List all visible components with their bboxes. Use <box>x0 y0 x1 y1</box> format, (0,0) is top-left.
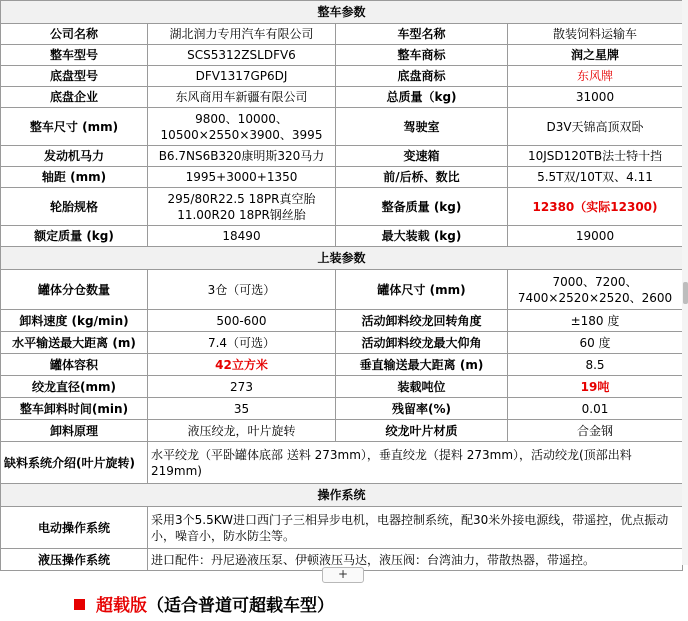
label-engine: 发动机马力 <box>1 146 148 167</box>
value-tank-size: 7000、7200、7400×2520×2520、2600 <box>508 270 683 310</box>
label-curb-mass: 整备质量 (kg) <box>336 188 508 226</box>
label-tank-volume: 罐体容积 <box>1 354 148 376</box>
value-unload-principle: 液压绞龙，叶片旋转 <box>148 420 336 442</box>
value-vertical-distance: 8.5 <box>508 354 683 376</box>
label-company: 公司名称 <box>1 24 148 45</box>
label-chassis-brand: 底盘商标 <box>336 66 508 87</box>
label-horizontal-distance: 水平输送最大距离 (m) <box>1 332 148 354</box>
value-axles: 5.5T双/10T双、4.11 <box>508 167 683 188</box>
value-model-name: 散装饲料运输车 <box>508 24 683 45</box>
label-auger-diameter: 绞龙直径(mm) <box>1 376 148 398</box>
value-blade-material: 合金钢 <box>508 420 683 442</box>
label-load-tonnage: 装载吨位 <box>336 376 508 398</box>
label-blade-material: 绞龙叶片材质 <box>336 420 508 442</box>
value-unload-time: 35 <box>148 398 336 420</box>
value-residue-rate: 0.01 <box>508 398 683 420</box>
label-wheelbase: 轴距 (mm) <box>1 167 148 188</box>
value-chassis-maker: 东风商用车新疆有限公司 <box>148 87 336 108</box>
value-gearbox: 10JSD120TB法士特十挡 <box>508 146 683 167</box>
value-vehicle-model: SCS5312ZSLDFV6 <box>148 45 336 66</box>
label-dimensions: 整车尺寸 (mm) <box>1 108 148 146</box>
label-unload-time: 整车卸料时间(min) <box>1 398 148 420</box>
value-unload-speed: 500-600 <box>148 310 336 332</box>
value-cab: D3V天锦高顶双卧 <box>508 108 683 146</box>
value-system-intro: 水平绞龙（平卧罐体底部 送料 273mm），垂直绞龙（提料 273mm），活动绞龙(顶部出料219mm) <box>148 442 683 484</box>
section-upper-header: 上装参数 <box>1 247 683 270</box>
value-company: 湖北润力专用汽车有限公司 <box>148 24 336 45</box>
label-hydraulic-system: 液压操作系统 <box>1 549 148 571</box>
label-axles: 前/后桥、数比 <box>336 167 508 188</box>
value-elevation-angle: 60 度 <box>508 332 683 354</box>
label-vertical-distance: 垂直输送最大距离 (m) <box>336 354 508 376</box>
label-total-mass: 总质量（kg) <box>336 87 508 108</box>
label-chassis-model: 底盘型号 <box>1 66 148 87</box>
expand-button[interactable]: + <box>322 567 364 583</box>
label-residue-rate: 残留率(%) <box>336 398 508 420</box>
scrollbar-thumb[interactable] <box>683 282 688 304</box>
label-max-load: 最大装载 (kg) <box>336 226 508 247</box>
value-wheelbase: 1995+3000+1350 <box>148 167 336 188</box>
label-vehicle-model: 整车型号 <box>1 45 148 66</box>
label-tank-size: 罐体尺寸 (mm) <box>336 270 508 310</box>
value-rated-mass: 18490 <box>148 226 336 247</box>
value-tank-volume: 42立方米 <box>148 354 336 376</box>
label-rated-mass: 额定质量 (kg) <box>1 226 148 247</box>
value-tires: 295/80R22.5 18PR真空胎 11.00R20 18PR钢丝胎 <box>148 188 336 226</box>
label-gearbox: 变速箱 <box>336 146 508 167</box>
label-cab: 驾驶室 <box>336 108 508 146</box>
value-curb-mass: 12380（实际12300) <box>508 188 683 226</box>
value-chassis-model: DFV1317GP6DJ <box>148 66 336 87</box>
footer-subtitle: （适合普道可超载车型） <box>147 596 334 616</box>
label-chassis-maker: 底盘企业 <box>1 87 148 108</box>
value-dimensions: 9800、10000、10500×2550×3900、3995 <box>148 108 336 146</box>
value-load-tonnage: 19吨 <box>508 376 683 398</box>
label-tires: 轮胎规格 <box>1 188 148 226</box>
label-system-intro: 缺料系统介绍(叶片旋转) <box>1 442 148 484</box>
value-hydraulic-system: 进口配件：丹尼逊液压泵、伊顿液压马达，液压阀：台湾油力，带散热器，带遥控。 <box>148 549 683 571</box>
value-engine: B6.7NS6B320康明斯320马力 <box>148 146 336 167</box>
footer-note <box>74 591 334 616</box>
label-compartments: 罐体分仓数量 <box>1 270 148 310</box>
label-unload-principle: 卸料原理 <box>1 420 148 442</box>
section-operation-header: 操作系统 <box>1 484 683 507</box>
label-electric-system: 电动操作系统 <box>1 507 148 549</box>
label-model-name: 车型名称 <box>336 24 508 45</box>
label-unload-speed: 卸料速度 (kg/min) <box>1 310 148 332</box>
section-vehicle-header: 整车参数 <box>1 1 683 24</box>
value-max-load: 19000 <box>508 226 683 247</box>
value-electric-system: 采用3个5.5KW进口西门子三相异步电机，电器控制系统，配30米外接电源线，带遥控，优点振动小，噪音小，防水防尘等。 <box>148 507 683 549</box>
red-square-bullet-icon <box>74 599 85 610</box>
value-vehicle-brand: 润之星牌 <box>508 45 683 66</box>
vertical-scrollbar[interactable] <box>682 0 688 565</box>
label-elevation-angle: 活动卸料绞龙最大仰角 <box>336 332 508 354</box>
value-auger-diameter: 273 <box>148 376 336 398</box>
value-total-mass: 31000 <box>508 87 683 108</box>
label-rotation-angle: 活动卸料绞龙回转角度 <box>336 310 508 332</box>
value-horizontal-distance: 7.4（可选） <box>148 332 336 354</box>
value-chassis-brand: 东风牌 <box>508 66 683 87</box>
value-rotation-angle: ±180 度 <box>508 310 683 332</box>
value-compartments: 3仓（可选） <box>148 270 336 310</box>
footer-title: 超载版 <box>96 596 147 616</box>
label-vehicle-brand: 整车商标 <box>336 45 508 66</box>
